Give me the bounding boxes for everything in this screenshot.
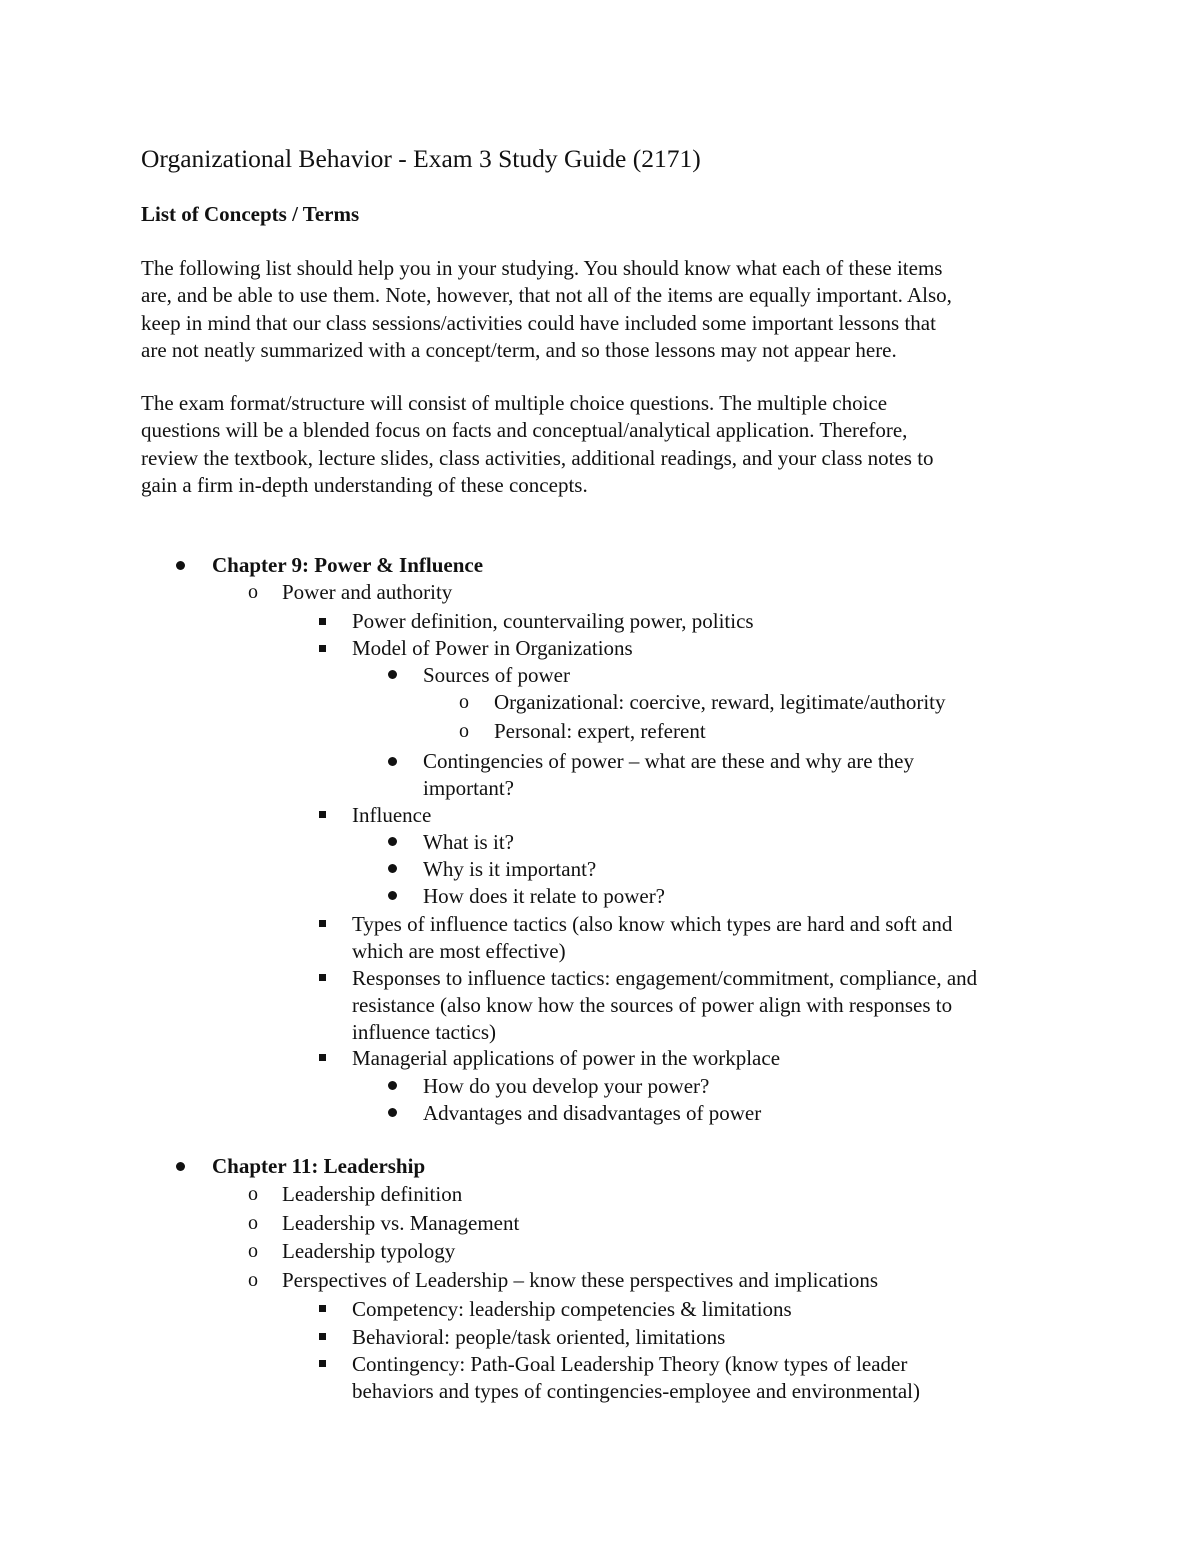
filled-square-bullet-icon	[319, 1305, 326, 1312]
filled-square-bullet-icon	[319, 618, 326, 625]
hollow-o-bullet-icon: o	[248, 1183, 258, 1205]
page-title: Organizational Behavior - Exam 3 Study Guide (2171)	[141, 144, 701, 173]
filled-circle-bullet-icon	[388, 864, 397, 873]
outline-item: Leadership vs. Management	[282, 1211, 520, 1235]
outline-item: Sources of power	[423, 663, 570, 687]
outline-item: Leadership definition	[282, 1182, 463, 1206]
outline-item-continuation: resistance (also know how the sources of power align with responses to	[352, 993, 953, 1017]
outline-item: Advantages and disadvantages of power	[423, 1101, 762, 1125]
hollow-o-bullet-icon: o	[248, 1212, 258, 1234]
filled-circle-bullet-icon	[388, 837, 397, 846]
filled-square-bullet-icon	[319, 1360, 326, 1367]
filled-circle-bullet-icon	[176, 1162, 185, 1171]
outline-item: Competency: leadership competencies & limitations	[352, 1297, 792, 1321]
outline-item-continuation: influence tactics)	[352, 1020, 497, 1044]
filled-circle-bullet-icon	[388, 891, 397, 900]
outline-item: Behavioral: people/task oriented, limitations	[352, 1325, 726, 1349]
outline-item: Leadership typology	[282, 1239, 456, 1263]
outline-item: Responses to influence tactics: engagement/commitment, compliance, and	[352, 966, 978, 990]
intro-line: The following list should help you in your studying. You should know what each of these items	[141, 256, 943, 280]
filled-square-bullet-icon	[319, 974, 326, 981]
intro-line: questions will be a blended focus on facts and conceptual/analytical application. Therefore,	[141, 418, 908, 443]
filled-square-bullet-icon	[319, 1333, 326, 1340]
hollow-o-bullet-icon: o	[459, 691, 469, 713]
filled-circle-bullet-icon	[176, 561, 185, 570]
outline-item: What is it?	[423, 830, 514, 854]
outline-item-continuation: behaviors and types of contingencies-employee and environmental)	[352, 1379, 920, 1403]
outline-item: How do you develop your power?	[423, 1074, 710, 1098]
outline-item-continuation: which are most effective)	[352, 939, 566, 963]
chapter-heading: Chapter 11: Leadership	[212, 1154, 426, 1178]
hollow-o-bullet-icon: o	[459, 720, 469, 742]
filled-circle-bullet-icon	[388, 757, 397, 766]
outline-item: Power definition, countervailing power, politics	[352, 609, 754, 633]
intro-paragraph-1	[141, 255, 1061, 364]
chapter-heading: Chapter 9: Power & Influence	[212, 553, 484, 577]
outline-item: Managerial applications of power in the workplace	[352, 1046, 781, 1070]
intro-paragraph-2	[141, 390, 1061, 499]
filled-square-bullet-icon	[319, 811, 326, 818]
filled-circle-bullet-icon	[388, 1081, 397, 1090]
outline-item: Organizational: coercive, reward, legitimate/authority	[494, 690, 946, 714]
hollow-o-bullet-icon: o	[248, 581, 258, 603]
hollow-o-bullet-icon: o	[248, 1240, 258, 1262]
filled-circle-bullet-icon	[388, 1108, 397, 1117]
outline-item-continuation: important?	[423, 776, 514, 800]
hollow-o-bullet-icon: o	[248, 1269, 258, 1291]
filled-square-bullet-icon	[319, 920, 326, 927]
outline-item: Influence	[352, 803, 432, 827]
filled-circle-bullet-icon	[388, 670, 397, 679]
intro-line: review the textbook, lecture slides, class activities, additional readings, and your class notes to	[141, 445, 934, 470]
intro-line: gain a firm in-depth understanding of these concepts.	[141, 472, 588, 497]
outline-item: Power and authority	[282, 580, 453, 604]
filled-square-bullet-icon	[319, 645, 326, 652]
outline-item: Perspectives of Leadership – know these perspectives and implications	[282, 1268, 878, 1292]
outline-item: Personal: expert, referent	[494, 719, 706, 743]
intro-line: keep in mind that our class sessions/activities could have included some important lessons that	[141, 310, 936, 335]
outline-item: Contingency: Path-Goal Leadership Theory (know types of leader	[352, 1352, 908, 1376]
filled-square-bullet-icon	[319, 1054, 326, 1061]
outline-item: Why is it important?	[423, 857, 597, 881]
outline-item: How does it relate to power?	[423, 884, 666, 908]
intro-line: The exam format/structure will consist of multiple choice questions. The multiple choice	[141, 391, 888, 415]
outline-item: Model of Power in Organizations	[352, 636, 633, 660]
outline-item: Types of influence tactics (also know which types are hard and soft and	[352, 912, 953, 936]
intro-line: are, and be able to use them. Note, however, that not all of the items are equally important. Also,	[141, 283, 952, 308]
intro-line: are not neatly summarized with a concept/term, and so those lessons may not appear here.	[141, 337, 897, 362]
section-subtitle: List of Concepts / Terms	[141, 202, 360, 226]
outline-item: Contingencies of power – what are these and why are they	[423, 749, 914, 773]
